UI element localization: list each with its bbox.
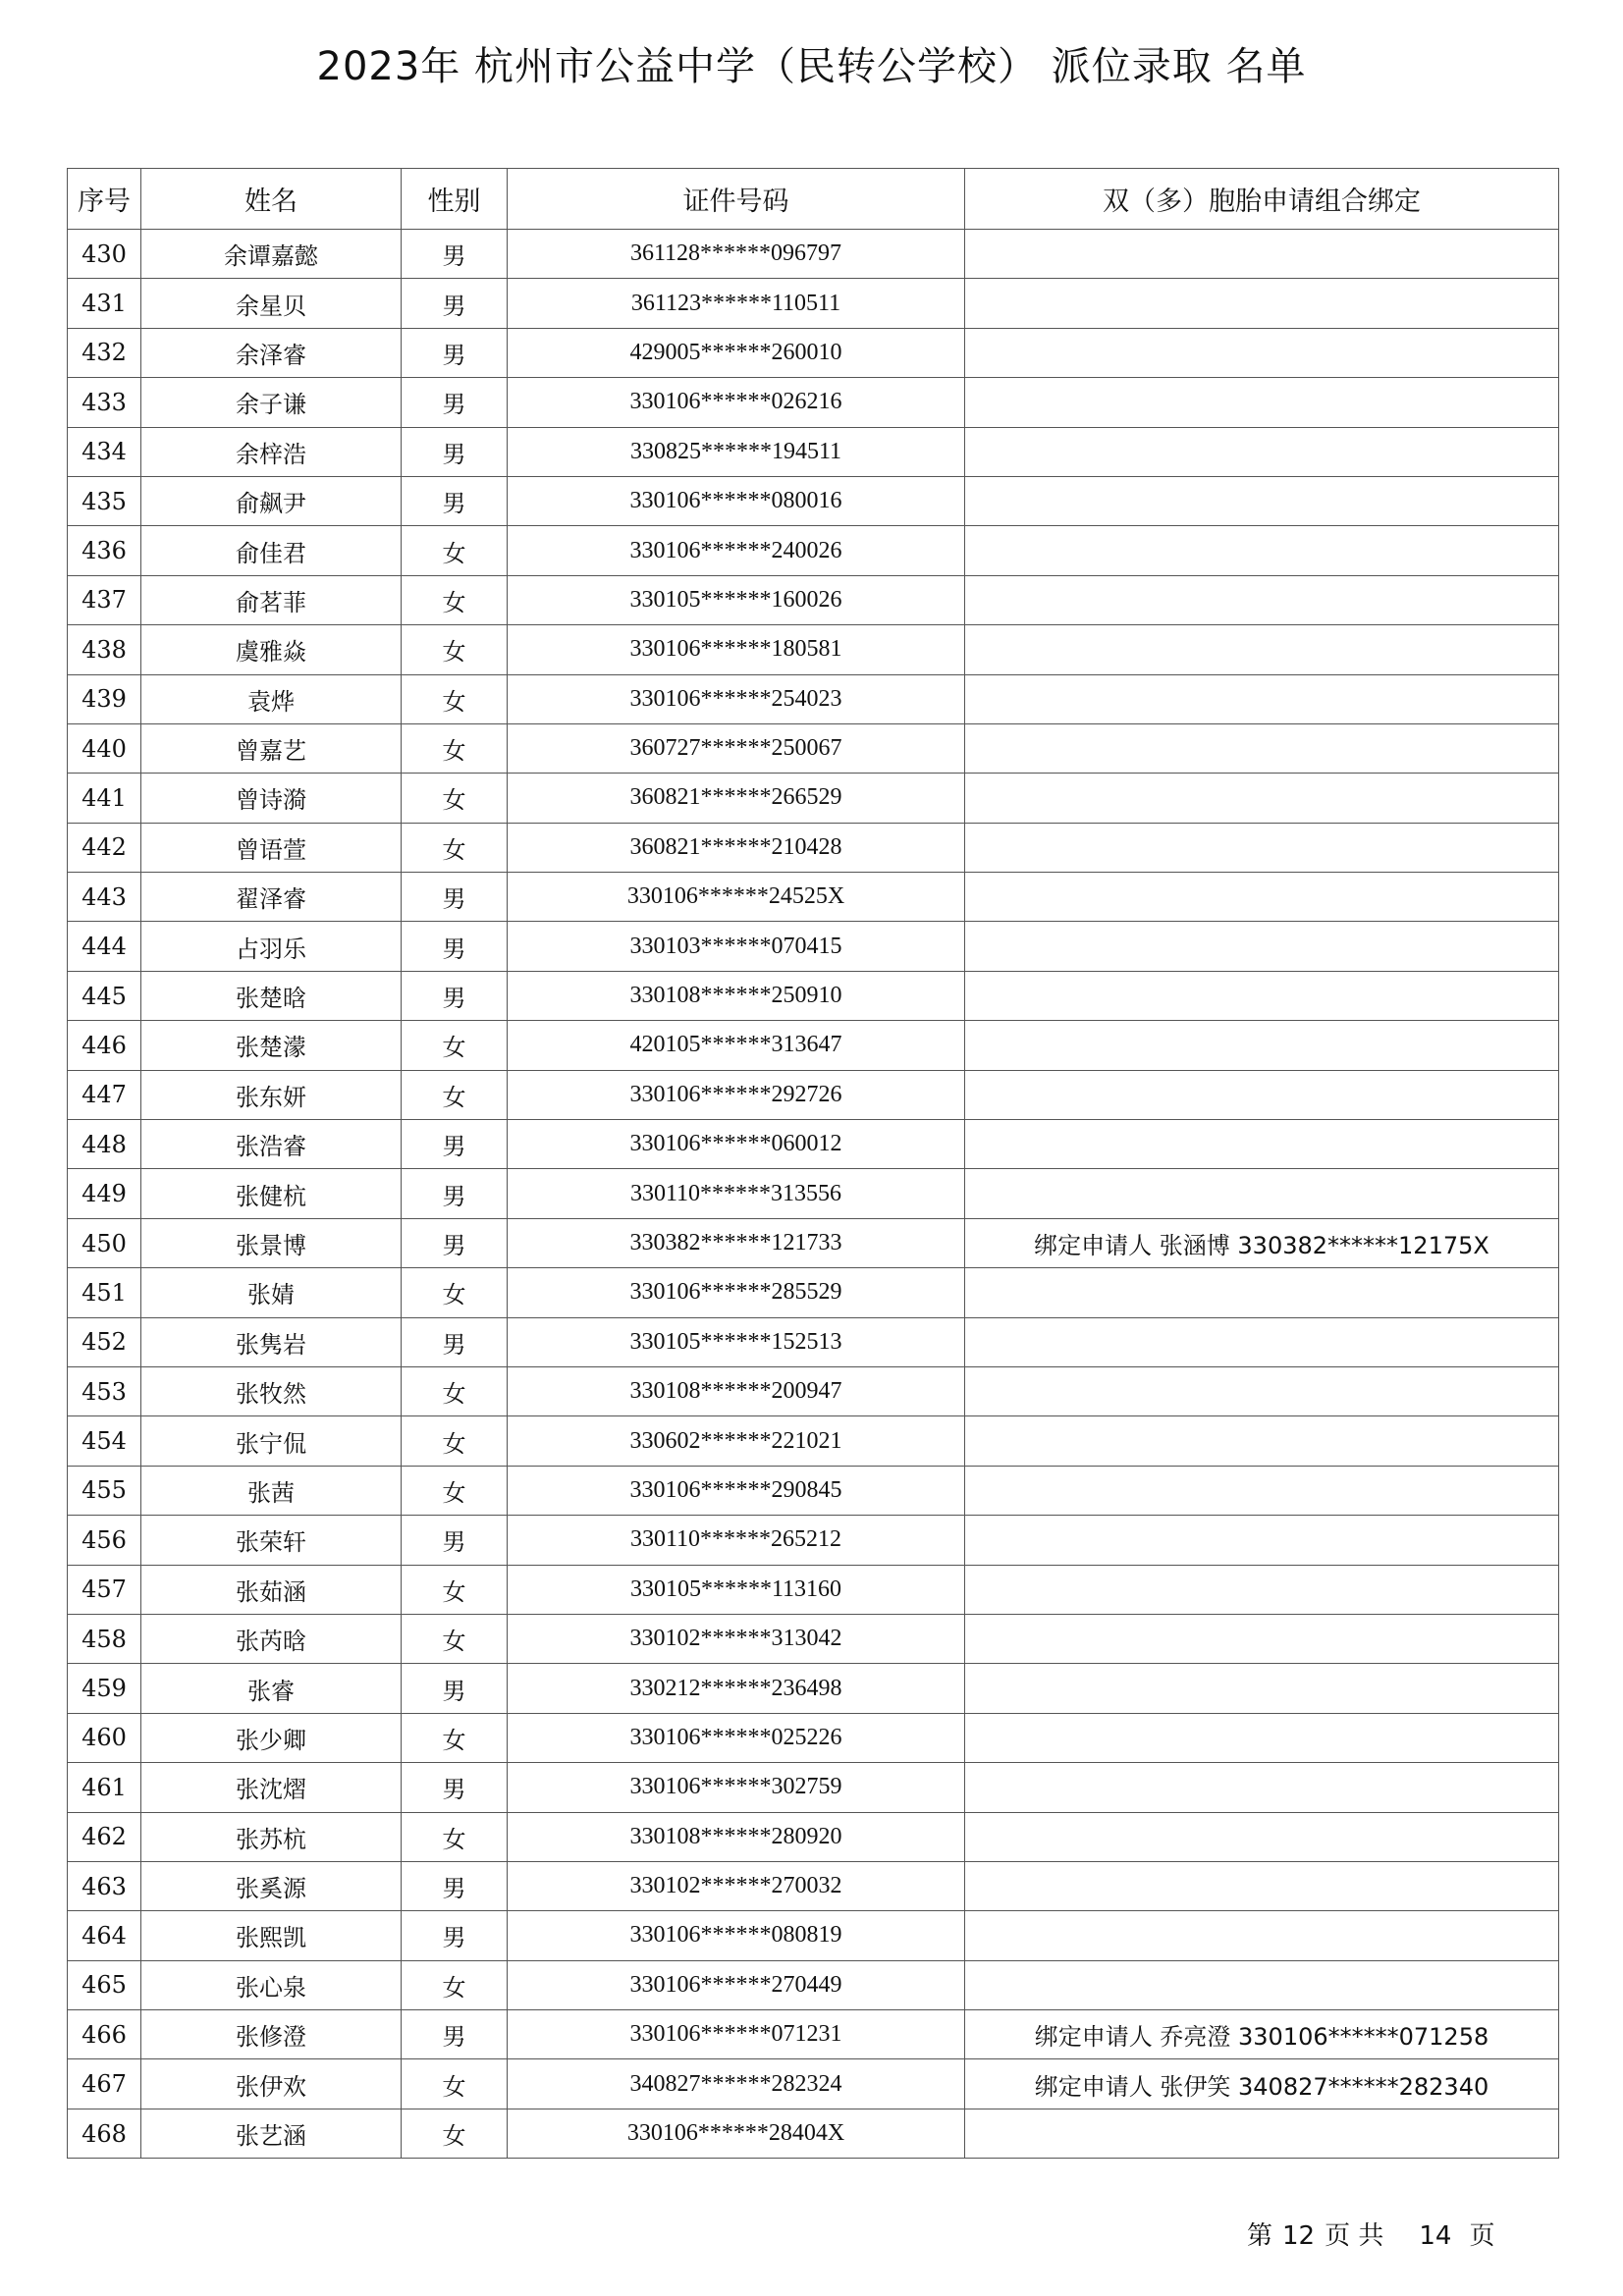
cell-twin-binding <box>965 1120 1559 1169</box>
cell-name: 占羽乐 <box>141 922 402 971</box>
header-serial: 序号 <box>68 169 141 230</box>
cell-name: 张茹涵 <box>141 1565 402 1614</box>
cell-name: 张健杭 <box>141 1169 402 1218</box>
cell-gender: 男 <box>402 1317 508 1366</box>
cell-name: 张伊欢 <box>141 2059 402 2109</box>
cell-gender: 女 <box>402 1070 508 1119</box>
cell-serial: 445 <box>68 971 141 1020</box>
table-row <box>68 1169 1559 1218</box>
cell-serial: 463 <box>68 1861 141 1910</box>
cell-twin-binding <box>965 2109 1559 2158</box>
cell-id-number: 330106******240026 <box>508 526 965 575</box>
table-row <box>68 1960 1559 2009</box>
cell-id-number: 360727******250067 <box>508 723 965 773</box>
cell-serial: 449 <box>68 1169 141 1218</box>
cell-serial: 454 <box>68 1416 141 1466</box>
cell-twin-binding <box>965 1713 1559 1762</box>
cell-gender: 女 <box>402 1960 508 2009</box>
cell-name: 张楚晗 <box>141 971 402 1020</box>
cell-twin-binding: 绑定申请人 张涵博 330382******12175X <box>965 1218 1559 1267</box>
cell-id-number: 330106******025226 <box>508 1713 965 1762</box>
header-gender: 性别 <box>402 169 508 230</box>
cell-id-number: 361123******110511 <box>508 279 965 328</box>
cell-name: 虞雅焱 <box>141 625 402 674</box>
cell-name: 张艺涵 <box>141 2109 402 2158</box>
table-row <box>68 1565 1559 1614</box>
cell-gender: 女 <box>402 1466 508 1515</box>
cell-id-number: 330106******285529 <box>508 1268 965 1317</box>
cell-name: 余梓浩 <box>141 427 402 476</box>
cell-id-number: 330212******236498 <box>508 1664 965 1713</box>
cell-twin-binding <box>965 1021 1559 1070</box>
cell-twin-binding <box>965 1960 1559 2009</box>
cell-serial: 455 <box>68 1466 141 1515</box>
footer-total-pages: 14 <box>1419 2221 1452 2251</box>
cell-gender: 男 <box>402 873 508 922</box>
cell-id-number: 330102******313042 <box>508 1614 965 1663</box>
cell-gender: 女 <box>402 625 508 674</box>
table-row <box>68 1416 1559 1466</box>
cell-twin-binding <box>965 1466 1559 1515</box>
cell-gender: 男 <box>402 1218 508 1267</box>
cell-name: 俞佳君 <box>141 526 402 575</box>
cell-name: 张沈熠 <box>141 1763 402 1812</box>
table-row <box>68 823 1559 872</box>
table-row <box>68 2059 1559 2109</box>
cell-name: 张婧 <box>141 1268 402 1317</box>
cell-serial: 432 <box>68 328 141 377</box>
cell-twin-binding <box>965 1317 1559 1366</box>
cell-gender: 男 <box>402 1911 508 1960</box>
cell-gender: 女 <box>402 1812 508 1861</box>
cell-gender: 女 <box>402 2109 508 2158</box>
cell-id-number: 360821******210428 <box>508 823 965 872</box>
cell-twin-binding <box>965 476 1559 525</box>
cell-twin-binding <box>965 625 1559 674</box>
cell-serial: 446 <box>68 1021 141 1070</box>
cell-id-number: 361128******096797 <box>508 230 965 279</box>
cell-gender: 男 <box>402 1861 508 1910</box>
cell-id-number: 330106******026216 <box>508 378 965 427</box>
table-row <box>68 723 1559 773</box>
table-row <box>68 1120 1559 1169</box>
cell-gender: 男 <box>402 1516 508 1565</box>
cell-gender: 男 <box>402 378 508 427</box>
cell-serial: 442 <box>68 823 141 872</box>
table-row <box>68 279 1559 328</box>
cell-twin-binding <box>965 1366 1559 1415</box>
cell-id-number: 330106******302759 <box>508 1763 965 1812</box>
cell-gender: 女 <box>402 575 508 624</box>
cell-twin-binding <box>965 427 1559 476</box>
admission-table <box>67 168 1559 2159</box>
cell-gender: 女 <box>402 674 508 723</box>
cell-twin-binding <box>965 1416 1559 1466</box>
cell-serial: 434 <box>68 427 141 476</box>
cell-name: 曾嘉艺 <box>141 723 402 773</box>
table-row <box>68 1366 1559 1415</box>
cell-twin-binding <box>965 1169 1559 1218</box>
cell-serial: 462 <box>68 1812 141 1861</box>
footer-page-number: 12 <box>1282 2221 1316 2251</box>
cell-id-number: 330106******080819 <box>508 1911 965 1960</box>
cell-id-number: 420105******313647 <box>508 1021 965 1070</box>
cell-id-number: 330106******290845 <box>508 1466 965 1515</box>
cell-serial: 443 <box>68 873 141 922</box>
cell-twin-binding <box>965 1812 1559 1861</box>
header-twin-binding: 双（多）胞胎申请组合绑定 <box>965 169 1559 230</box>
cell-id-number: 330106******24525X <box>508 873 965 922</box>
cell-gender: 女 <box>402 723 508 773</box>
cell-gender: 男 <box>402 922 508 971</box>
cell-gender: 男 <box>402 1120 508 1169</box>
cell-serial: 467 <box>68 2059 141 2109</box>
cell-twin-binding <box>965 674 1559 723</box>
cell-twin-binding <box>965 1763 1559 1812</box>
cell-id-number: 330106******28404X <box>508 2109 965 2158</box>
cell-twin-binding <box>965 378 1559 427</box>
cell-serial: 444 <box>68 922 141 971</box>
header-name: 姓名 <box>141 169 402 230</box>
table-row <box>68 2109 1559 2158</box>
cell-serial: 439 <box>68 674 141 723</box>
cell-serial: 441 <box>68 774 141 823</box>
cell-id-number: 330382******121733 <box>508 1218 965 1267</box>
cell-id-number: 330108******200947 <box>508 1366 965 1415</box>
cell-twin-binding <box>965 1268 1559 1317</box>
cell-gender: 男 <box>402 1664 508 1713</box>
cell-name: 张心泉 <box>141 1960 402 2009</box>
cell-serial: 459 <box>68 1664 141 1713</box>
table-row <box>68 1021 1559 1070</box>
table-row <box>68 1218 1559 1267</box>
cell-name: 翟泽睿 <box>141 873 402 922</box>
cell-name: 余泽睿 <box>141 328 402 377</box>
cell-serial: 468 <box>68 2109 141 2158</box>
cell-twin-binding <box>965 279 1559 328</box>
footer-suffix: 页 <box>1469 2221 1495 2251</box>
cell-id-number: 330110******313556 <box>508 1169 965 1218</box>
cell-serial: 438 <box>68 625 141 674</box>
cell-serial: 466 <box>68 2010 141 2059</box>
cell-id-number: 330103******070415 <box>508 922 965 971</box>
cell-id-number: 330106******292726 <box>508 1070 965 1119</box>
cell-serial: 430 <box>68 230 141 279</box>
cell-gender: 男 <box>402 230 508 279</box>
cell-serial: 431 <box>68 279 141 328</box>
table-row <box>68 625 1559 674</box>
cell-twin-binding <box>965 774 1559 823</box>
cell-name: 张牧然 <box>141 1366 402 1415</box>
footer-prefix: 第 <box>1247 2221 1273 2251</box>
table-header-row <box>68 169 1559 230</box>
cell-twin-binding <box>965 230 1559 279</box>
cell-id-number: 330105******160026 <box>508 575 965 624</box>
cell-gender: 女 <box>402 1021 508 1070</box>
cell-id-number: 330102******270032 <box>508 1861 965 1910</box>
header-id-number: 证件号码 <box>508 169 965 230</box>
table-row <box>68 922 1559 971</box>
cell-gender: 男 <box>402 1169 508 1218</box>
table-row <box>68 1861 1559 1910</box>
table-row <box>68 575 1559 624</box>
cell-gender: 男 <box>402 427 508 476</box>
cell-name: 张修澄 <box>141 2010 402 2059</box>
cell-serial: 453 <box>68 1366 141 1415</box>
cell-twin-binding <box>965 1565 1559 1614</box>
cell-id-number: 340827******282324 <box>508 2059 965 2109</box>
cell-id-number: 330602******221021 <box>508 1416 965 1466</box>
cell-twin-binding <box>965 873 1559 922</box>
cell-serial: 460 <box>68 1713 141 1762</box>
cell-gender: 男 <box>402 476 508 525</box>
cell-name: 张东妍 <box>141 1070 402 1119</box>
table-row <box>68 1664 1559 1713</box>
cell-serial: 433 <box>68 378 141 427</box>
cell-id-number: 330106******254023 <box>508 674 965 723</box>
cell-name: 余子谦 <box>141 378 402 427</box>
cell-id-number: 330105******152513 <box>508 1317 965 1366</box>
cell-serial: 440 <box>68 723 141 773</box>
table-row <box>68 1268 1559 1317</box>
cell-id-number: 429005******260010 <box>508 328 965 377</box>
cell-name: 张奚源 <box>141 1861 402 1910</box>
table-row <box>68 1070 1559 1119</box>
cell-name: 张苏杭 <box>141 1812 402 1861</box>
cell-twin-binding <box>965 1861 1559 1910</box>
cell-serial: 437 <box>68 575 141 624</box>
cell-twin-binding: 绑定申请人 张伊笑 340827******282340 <box>965 2059 1559 2109</box>
cell-name: 俞飙尹 <box>141 476 402 525</box>
cell-name: 张芮晗 <box>141 1614 402 1663</box>
cell-id-number: 330106******270449 <box>508 1960 965 2009</box>
cell-id-number: 360821******266529 <box>508 774 965 823</box>
cell-gender: 女 <box>402 1366 508 1415</box>
cell-gender: 女 <box>402 1268 508 1317</box>
cell-twin-binding <box>965 1664 1559 1713</box>
cell-serial: 465 <box>68 1960 141 2009</box>
cell-name: 张茜 <box>141 1466 402 1515</box>
table-row <box>68 1516 1559 1565</box>
table-row <box>68 971 1559 1020</box>
table-row <box>68 328 1559 377</box>
cell-gender: 男 <box>402 279 508 328</box>
cell-serial: 452 <box>68 1317 141 1366</box>
cell-name: 俞茗菲 <box>141 575 402 624</box>
cell-gender: 男 <box>402 1763 508 1812</box>
cell-name: 张宁侃 <box>141 1416 402 1466</box>
table-row <box>68 1466 1559 1515</box>
page-title: 2023年 杭州市公益中学（民转公学校） 派位录取 名单 <box>316 44 1307 89</box>
cell-serial: 447 <box>68 1070 141 1119</box>
cell-twin-binding <box>965 575 1559 624</box>
cell-twin-binding: 绑定申请人 乔亮澄 330106******071258 <box>965 2010 1559 2059</box>
cell-gender: 女 <box>402 823 508 872</box>
table-row <box>68 230 1559 279</box>
table-row <box>68 1317 1559 1366</box>
table-row <box>68 476 1559 525</box>
cell-gender: 女 <box>402 774 508 823</box>
table-row <box>68 1713 1559 1762</box>
page-footer <box>1247 2216 1494 2252</box>
cell-id-number: 330106******071231 <box>508 2010 965 2059</box>
cell-name: 张浩睿 <box>141 1120 402 1169</box>
cell-twin-binding <box>965 971 1559 1020</box>
cell-name: 张隽岩 <box>141 1317 402 1366</box>
cell-gender: 男 <box>402 2010 508 2059</box>
table-row <box>68 378 1559 427</box>
table-row <box>68 774 1559 823</box>
table-row <box>68 1614 1559 1663</box>
cell-id-number: 330108******280920 <box>508 1812 965 1861</box>
table-row <box>68 427 1559 476</box>
cell-twin-binding <box>965 1070 1559 1119</box>
cell-id-number: 330106******060012 <box>508 1120 965 1169</box>
cell-id-number: 330108******250910 <box>508 971 965 1020</box>
cell-serial: 436 <box>68 526 141 575</box>
table-row <box>68 526 1559 575</box>
cell-gender: 女 <box>402 1416 508 1466</box>
cell-name: 余谭嘉懿 <box>141 230 402 279</box>
cell-twin-binding <box>965 1911 1559 1960</box>
cell-gender: 男 <box>402 971 508 1020</box>
cell-gender: 男 <box>402 328 508 377</box>
cell-twin-binding <box>965 922 1559 971</box>
cell-name: 曾诗漪 <box>141 774 402 823</box>
cell-gender: 女 <box>402 1614 508 1663</box>
cell-id-number: 330105******113160 <box>508 1565 965 1614</box>
table-row <box>68 1812 1559 1861</box>
footer-page-label: 页 共 <box>1325 2221 1384 2251</box>
cell-name: 张睿 <box>141 1664 402 1713</box>
cell-name: 张熙凯 <box>141 1911 402 1960</box>
cell-twin-binding <box>965 1516 1559 1565</box>
table-body <box>68 230 1559 2159</box>
table-row <box>68 873 1559 922</box>
cell-id-number: 330106******180581 <box>508 625 965 674</box>
cell-name: 张荣轩 <box>141 1516 402 1565</box>
cell-twin-binding <box>965 1614 1559 1663</box>
cell-serial: 448 <box>68 1120 141 1169</box>
cell-gender: 女 <box>402 526 508 575</box>
cell-serial: 457 <box>68 1565 141 1614</box>
table-row <box>68 1911 1559 1960</box>
cell-twin-binding <box>965 526 1559 575</box>
cell-gender: 女 <box>402 2059 508 2109</box>
cell-serial: 464 <box>68 1911 141 1960</box>
cell-id-number: 330825******194511 <box>508 427 965 476</box>
cell-serial: 458 <box>68 1614 141 1663</box>
cell-name: 曾语萱 <box>141 823 402 872</box>
cell-name: 余星贝 <box>141 279 402 328</box>
cell-gender: 女 <box>402 1713 508 1762</box>
table-row <box>68 674 1559 723</box>
cell-name: 袁烨 <box>141 674 402 723</box>
cell-name: 张少卿 <box>141 1713 402 1762</box>
cell-id-number: 330110******265212 <box>508 1516 965 1565</box>
cell-twin-binding <box>965 328 1559 377</box>
cell-twin-binding <box>965 723 1559 773</box>
cell-serial: 451 <box>68 1268 141 1317</box>
cell-gender: 女 <box>402 1565 508 1614</box>
cell-serial: 456 <box>68 1516 141 1565</box>
cell-serial: 435 <box>68 476 141 525</box>
table-row <box>68 2010 1559 2059</box>
cell-twin-binding <box>965 823 1559 872</box>
cell-serial: 450 <box>68 1218 141 1267</box>
cell-name: 张景博 <box>141 1218 402 1267</box>
cell-name: 张楚濛 <box>141 1021 402 1070</box>
table-row <box>68 1763 1559 1812</box>
cell-id-number: 330106******080016 <box>508 476 965 525</box>
cell-serial: 461 <box>68 1763 141 1812</box>
